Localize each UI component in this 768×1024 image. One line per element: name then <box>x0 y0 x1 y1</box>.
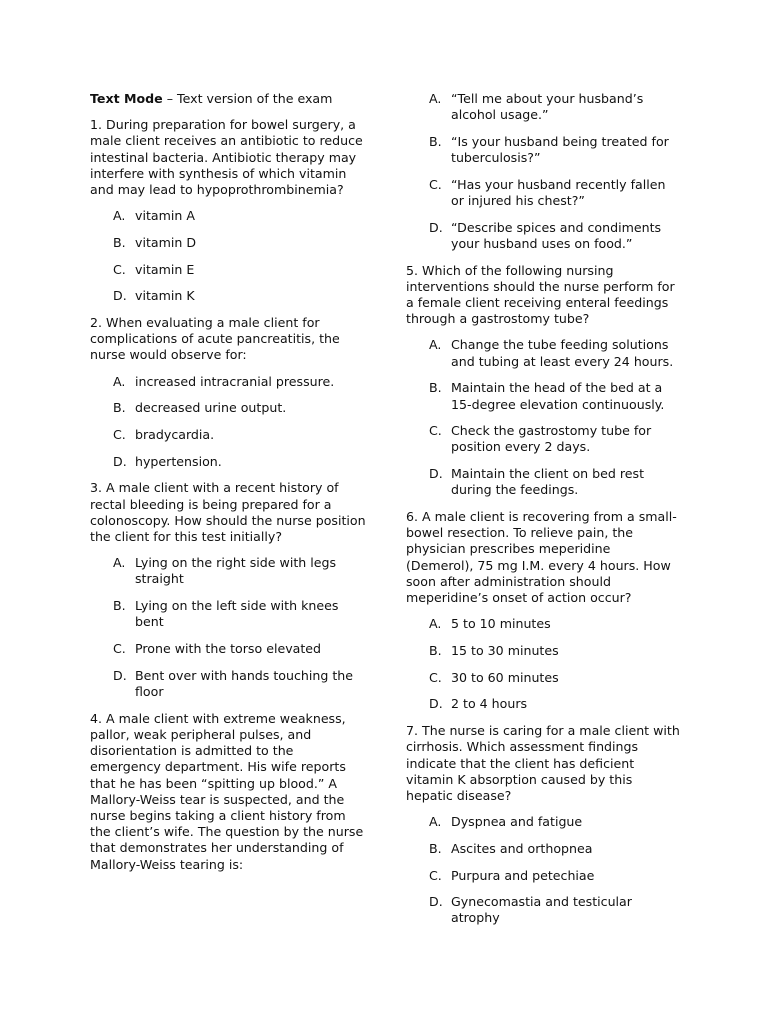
option-list <box>406 337 680 498</box>
option-b[interactable] <box>90 598 366 630</box>
question-6 <box>406 509 680 713</box>
option-letter: A. <box>429 616 442 632</box>
option-text: 2 to 4 hours <box>451 696 528 712</box>
option-letter: B. <box>113 234 126 250</box>
question-stem: 6. A male client is recovering from a small-bowel resection. To relieve pain, the physician prescribes meperidine (Demerol), 75 mg I.M. every 4 hours. How soon after administration should meperidine’s onset of action occur? <box>406 509 677 606</box>
question-stem: 5. Which of the following nursing interventions should the nurse perform for a female client receiving enteral feedings through a gastrostomy tube? <box>406 262 675 327</box>
question-7 <box>406 723 680 927</box>
option-c[interactable] <box>406 177 680 209</box>
option-list <box>406 91 680 252</box>
option-a[interactable] <box>406 337 680 369</box>
option-b[interactable] <box>406 134 680 166</box>
option-letter: B. <box>429 133 442 149</box>
question-5 <box>406 263 680 499</box>
option-b[interactable] <box>90 400 366 416</box>
option-text: vitamin K <box>135 288 195 304</box>
option-d[interactable] <box>406 894 680 926</box>
option-text: “Is your husband being treated for tuberculosis?” <box>451 133 669 166</box>
option-letter: B. <box>113 598 126 614</box>
option-text: vitamin E <box>135 261 195 277</box>
question-4 <box>90 711 366 873</box>
option-letter: B. <box>429 840 442 856</box>
option-a[interactable] <box>406 814 680 830</box>
option-list <box>406 814 680 927</box>
option-d[interactable] <box>406 696 680 712</box>
option-a[interactable] <box>90 374 366 390</box>
option-text: 30 to 60 minutes <box>451 669 559 685</box>
option-text: vitamin D <box>135 234 197 250</box>
option-text: decreased urine output. <box>135 400 287 416</box>
option-letter: A. <box>429 814 442 830</box>
option-c[interactable] <box>90 427 366 443</box>
option-c[interactable] <box>406 670 680 686</box>
option-a[interactable] <box>406 91 680 123</box>
option-d[interactable] <box>90 454 366 470</box>
option-c[interactable] <box>90 262 366 278</box>
option-list <box>90 374 366 470</box>
option-d[interactable] <box>90 668 366 700</box>
header-title: Text Mode <box>90 91 163 106</box>
option-letter: D. <box>113 667 127 683</box>
option-b[interactable] <box>90 235 366 251</box>
option-text: Prone with the torso elevated <box>135 641 322 657</box>
option-text: Maintain the client on bed rest during the feedings. <box>451 466 645 498</box>
option-text: Bent over with hands touching the floor <box>135 667 354 699</box>
option-letter: C. <box>113 641 126 657</box>
option-d[interactable] <box>406 220 680 252</box>
option-letter: A. <box>113 208 126 224</box>
option-letter: C. <box>429 669 442 685</box>
option-c[interactable] <box>406 868 680 884</box>
option-letter: D. <box>429 466 443 482</box>
option-letter: D. <box>429 696 443 712</box>
left-column <box>90 91 366 883</box>
option-c[interactable] <box>90 641 366 657</box>
option-text: Check the gastrostomy tube for position every 2 days. <box>451 423 652 455</box>
option-letter: D. <box>113 288 127 304</box>
option-text: hypertension. <box>135 453 222 469</box>
option-b[interactable] <box>406 380 680 412</box>
option-b[interactable] <box>406 643 680 659</box>
option-a[interactable] <box>90 555 366 587</box>
option-text: 5 to 10 minutes <box>451 616 551 632</box>
option-text: “Describe spices and condiments your husband uses on food.” <box>451 219 662 251</box>
question-1 <box>90 117 366 304</box>
option-text: 15 to 30 minutes <box>451 642 559 658</box>
option-d[interactable] <box>406 466 680 498</box>
question-2 <box>90 315 366 470</box>
header-subtitle: – Text version of the exam <box>162 91 333 106</box>
right-column <box>406 91 680 937</box>
option-text: bradycardia. <box>135 427 215 443</box>
option-a[interactable] <box>406 616 680 632</box>
option-letter: A. <box>429 91 442 106</box>
option-letter: C. <box>429 176 442 192</box>
option-list <box>90 555 366 700</box>
page-header <box>90 91 366 107</box>
option-letter: B. <box>429 642 442 658</box>
option-text: Maintain the head of the bed at a 15-degree elevation continuously. <box>451 380 665 412</box>
option-letter: A. <box>113 373 126 389</box>
option-letter: D. <box>429 894 443 910</box>
option-text: vitamin A <box>135 208 195 224</box>
option-c[interactable] <box>406 423 680 455</box>
option-letter: A. <box>429 337 442 353</box>
option-letter: C. <box>113 261 126 277</box>
question-3 <box>90 480 366 700</box>
option-letter: B. <box>113 400 126 416</box>
option-letter: A. <box>113 555 126 571</box>
option-b[interactable] <box>406 841 680 857</box>
option-text: “Tell me about your husband’s alcohol usage.” <box>451 91 644 123</box>
option-list <box>406 616 680 712</box>
option-list <box>90 208 366 304</box>
question-stem: 7. The nurse is caring for a male client with cirrhosis. Which assessment findings indicate that the client has deficient vitamin K absorption caused by this hepatic disease? <box>406 723 680 803</box>
option-a[interactable] <box>90 208 366 224</box>
option-text: Lying on the right side with legs straight <box>135 555 337 587</box>
option-letter: B. <box>429 380 442 396</box>
option-letter: C. <box>429 867 442 883</box>
question-stem: 1. During preparation for bowel surgery, a male client receives an antibiotic to reduce intestinal bacteria. Antibiotic therapy may interfere with synthesis of which vitamin and may lead to hypoprothrombinemia? <box>90 117 363 198</box>
option-text: “Has your husband recently fallen or injured his chest?” <box>451 176 666 209</box>
option-letter: C. <box>429 423 442 439</box>
option-text: Ascites and orthopnea <box>451 840 593 856</box>
option-text: Change the tube feeding solutions and tubing at least every 24 hours. <box>451 337 674 369</box>
option-text: Gynecomastia and testicular atrophy <box>451 894 632 926</box>
option-text: Lying on the left side with knees bent <box>135 598 339 630</box>
option-letter: D. <box>113 453 127 469</box>
option-text: Dyspnea and fatigue <box>451 814 583 830</box>
question-stem: 4. A male client with extreme weakness, pallor, weak peripheral pulses, and disorientation is admitted to the emergency department. His wife reports that he has been “spitting up blood.” A Mallory-Weiss tear is suspected, and the nurse begins taking a client history from the client’s wife. The question by the nurse that demonstrates her understanding of Mallory-Weiss tearing is: <box>90 710 364 872</box>
question-stem: 3. A male client with a recent history of rectal bleeding is being prepared for a colonoscopy. How should the nurse position the client for this test initially? <box>90 480 366 545</box>
option-letter: D. <box>429 219 443 235</box>
option-d[interactable] <box>90 288 366 304</box>
option-text: Purpura and petechiae <box>451 867 595 883</box>
question-stem: 2. When evaluating a male client for complications of acute pancreatitis, the nurse would observe for: <box>90 315 340 363</box>
option-letter: C. <box>113 427 126 443</box>
option-text: increased intracranial pressure. <box>135 373 335 389</box>
